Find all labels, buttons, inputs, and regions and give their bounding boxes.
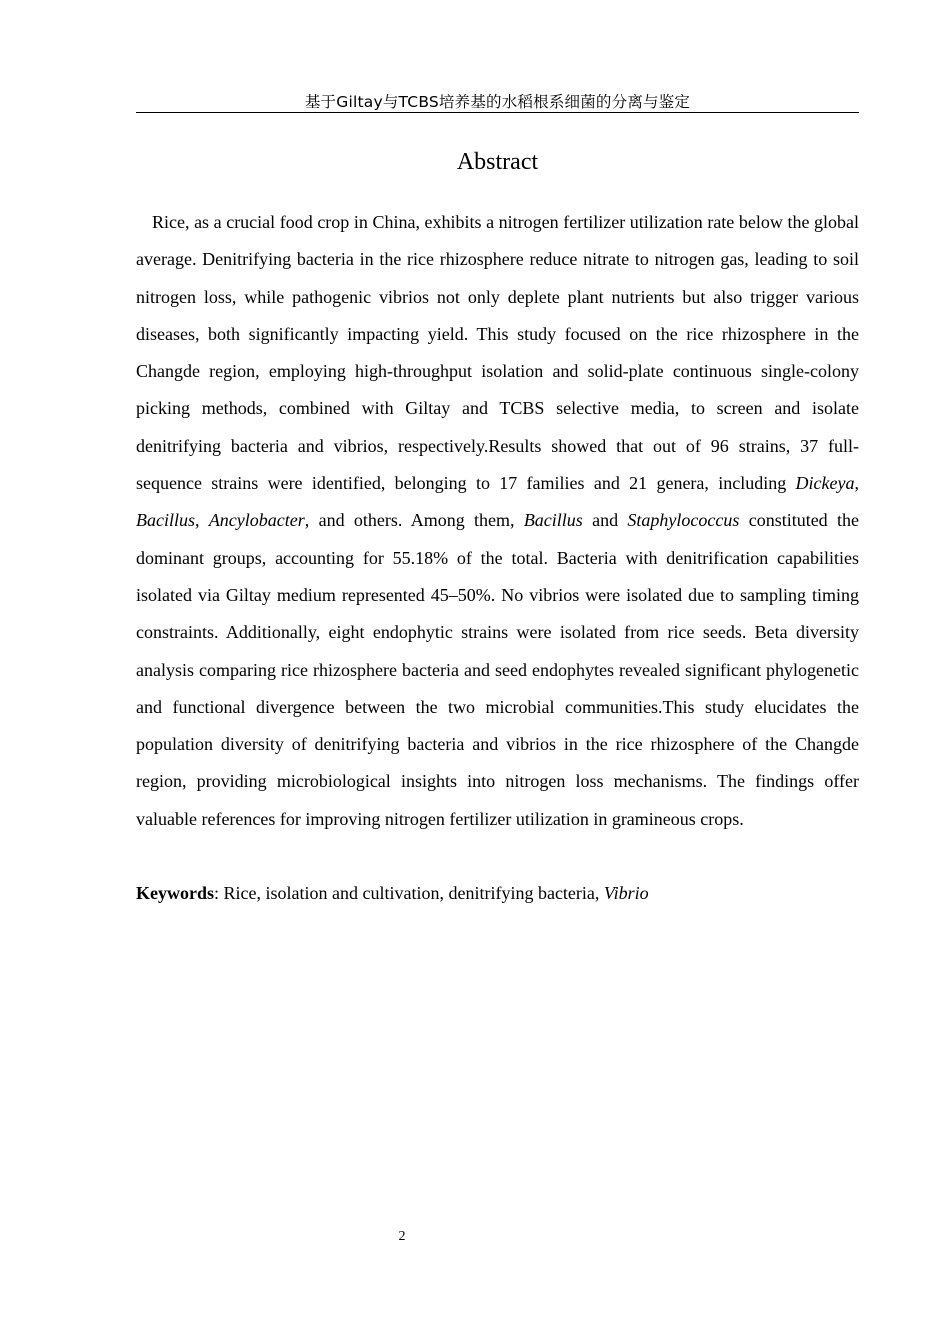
keyword-vibrio: Vibrio [603, 883, 649, 903]
running-header-title: 基于Giltay与TCBS培养基的水稻根系细菌的分离与鉴定 [304, 93, 691, 111]
keywords-list: Rice, isolation and cultivation, denitrifying bacteria, [223, 883, 604, 903]
abstract-text-part-1: Rice, as a crucial food crop in China, exhibits a nitrogen fertilizer utilization rate below the global average. Denitrifying bacteria in the rice rhizosphere reduce nitrate to nitrogen gas, leading to soil nitrogen loss, while pathogenic vibrios not only deplete plant nutrients but also trigger various diseases, both significantly impacting yield. This study focused on the rice rhizosphere in the Changde region, employing high-throughput isolation and solid-plate continuous single-colony picking methods, combined with Giltay and TCBS selective media, to screen and isolate denitrifying bacteria and vibrios, respectively.Results showed that out of 96 strains, 37 full-sequence strains were identified, belonging to 17 families and 21 genera, including [136, 212, 859, 494]
genus-dickeya: Dickeya [795, 473, 855, 494]
running-header [136, 92, 859, 113]
abstract-title: Abstract [456, 149, 539, 175]
genus-bacillus: Bacillus [136, 510, 195, 531]
abstract-text-part-3: and [582, 510, 628, 531]
genus-ancylobacter: Ancylobacter [208, 510, 305, 531]
keywords-label: Keywords [136, 883, 214, 903]
genus-staphylococcus: Staphylococcus [627, 510, 740, 531]
abstract-text-part-4: constituted the dominant groups, accounting for 55.18% of the total. Bacteria with denitrification capabilities isolated via Giltay medium represented 45–50%. No vibrios were isolated due to sampling timing constraints. Additionally, eight endophytic strains were isolated from rice seeds. Beta diversity analysis comparing rice rhizosphere bacteria and seed endophytes revealed significant phylogenetic and functional divergence between the two microbial communities.This study elucidates the population diversity of denitrifying bacteria and vibrios in the rice rhizosphere of the Changde region, providing microbiological insights into nitrogen loss mechanisms. The findings offer valuable references for improving nitrogen fertilizer utilization in gramineous crops. [136, 510, 859, 829]
page-number: 2 [398, 1229, 406, 1244]
keywords-separator: : [214, 883, 224, 903]
abstract-body [136, 204, 859, 838]
abstract-separator-1: , [854, 473, 859, 494]
keywords-line [136, 879, 859, 907]
genus-bacillus-dominant: Bacillus [523, 510, 583, 531]
abstract-text-part-2: , and others. Among them, [304, 510, 524, 531]
abstract-separator-2: , [195, 510, 209, 531]
